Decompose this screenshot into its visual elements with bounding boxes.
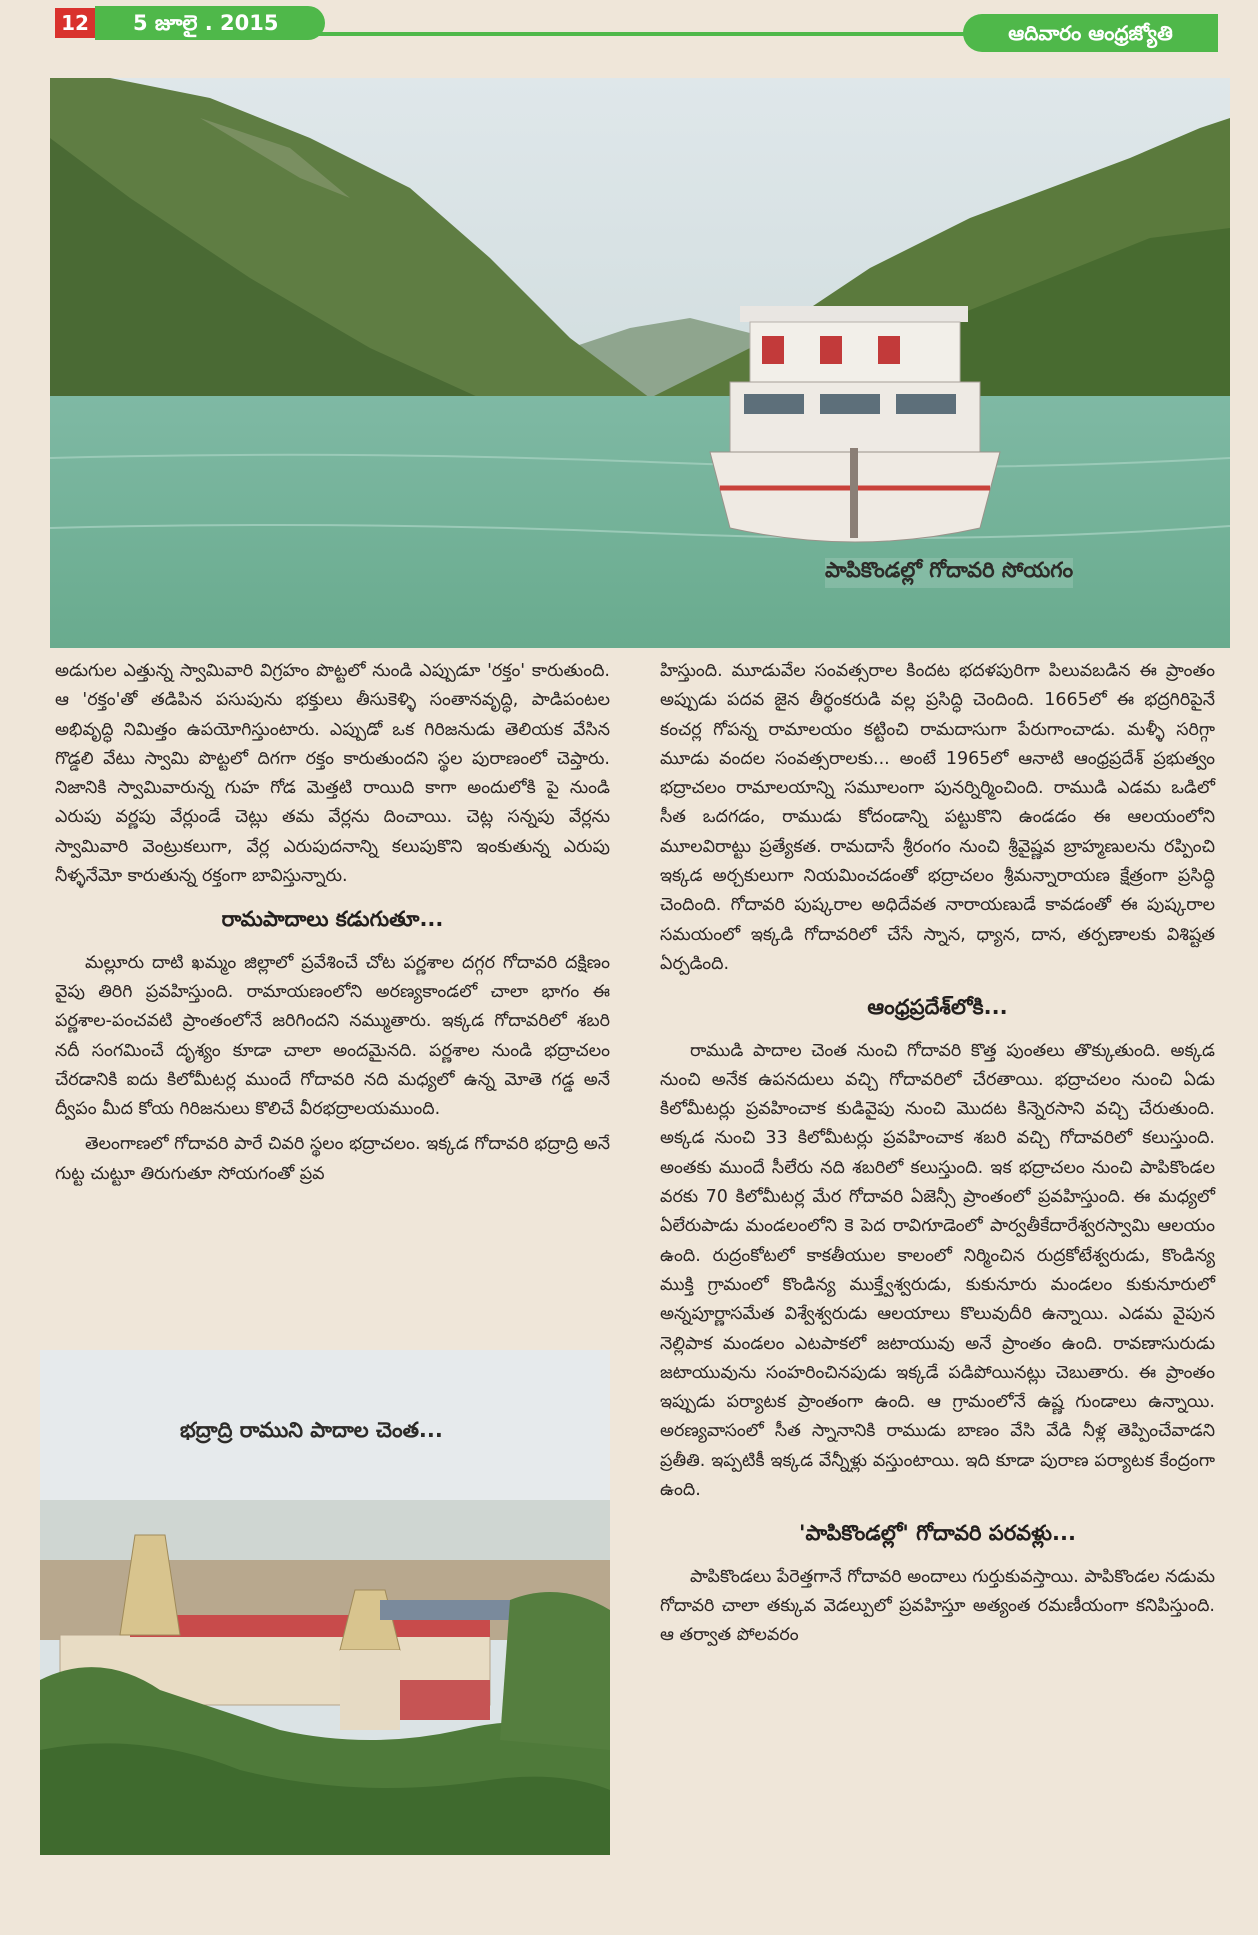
right-column (660, 657, 1215, 1657)
top-photo-caption: పాపికొండల్లో గోదావరి సోయగం (825, 558, 1073, 588)
river-boat-photo (50, 78, 1230, 648)
right-paragraph-1: హిస్తుంది. మూడువేల సంవత్సరాల కిందట భదళపురిగా పిలువబడిన ఈ ప్రాంతం అప్పుడు పదవ జైన తీర్థంకరుడి వల్ల ప్రసిద్ధి చెందింది. 1665లో ఈ భద్రగిరిపైనే కంచర్ల గోపన్న రామాలయం కట్టించి రామదాసుగా పేరుగాంచాడు. మళ్ళీ సరిగ్గా మూడు వందల సంవత్సరాలకు... అంటే 1965లో ఆనాటి ఆంధ్రప్రదేశ్ ప్రభుత్వం భద్రాచలం రామాలయాన్ని సమూలంగా పునర్నిర్మించింది. రాముడి ఎడమ ఒడిలో సీత ఒదగడం, రాముడు కోదండాన్ని పట్టుకొని ఉండడం ఈ ఆలయంలోని మూలవిరాట్టు ప్రత్యేకత. రామదాసే శ్రీరంగం నుంచి శ్రీవైష్ణవ బ్రాహ్మణులను రప్పించి ఇక్కడ అర్చకులుగా నియమించడంతో భద్రాచలం శ్రీమన్నారాయణ క్షేత్రంగా ప్రసిద్ధి చెందింది. గోదావరి పుష్కరాల అధిదేవత నారాయణుడే కావడంతో ఈ పుష్కరాల సమయంలో ఇక్కడి గోదావరిలో చేసే స్నాన, ధ్యాన, దాన, తర్పణాలకు విశిష్టత ఏర్పడింది. (660, 661, 1215, 974)
left-paragraph-2: మల్లూరు దాటి ఖమ్మం జిల్లాలో ప్రవేశించే చోట పర్ణశాల దగ్గర గోదావరి దక్షిణం వైపు తిరిగి ప్రవహిస్తుంది. రామాయణంలోని అరణ్యకాండలో చాలా భాగం ఈ పర్ణశాల-పంచవటి ప్రాంతంలోనే జరిగిందని నమ్ముతారు. ఇక్కడ గోదావరిలో శబరి నదీ సంగమించే దృశ్యం కూడా చాలా అందమైనది. పర్ణశాల నుండి భద్రాచలం చేరడానికి ఐదు కిలోమీటర్ల ముందే గోదావరి నది మధ్యలో ఉన్న మోతె గడ్డ అనే ద్వీపం మీద కోయ గిరిజనులు కొలిచే వీరభద్రాలయముంది. (55, 952, 610, 1120)
issue-date: 5 జూలై . 2015 (95, 6, 325, 40)
publication-name: ఆదివారం ఆంధ్రజ్యోతి (963, 14, 1218, 52)
section-heading-andhra-pradesh: ఆంధ్రప్రదేశ్‌లోకి... (867, 995, 1008, 1020)
left-column (55, 657, 610, 1195)
right-paragraph-2: రాముడి పాదాల చెంత నుంచి గోదావరి కొత్త పుంతలు తొక్కుతుంది. అక్కడ నుంచి అనేక ఉపనదులు వచ్చి గోదావరిలో చేరతాయి. భద్రాచలం నుంచి ఏడు కిలోమీటర్లు ప్రవహించాక కుడివైపు నుంచి మొదట కిన్నెరసాని వచ్చి చేరుతుంది. అక్కడ నుంచి 33 కిలోమీటర్లు ప్రవహించాక శబరి వచ్చి గోదావరిలో కలుస్తుంది. అంతకు ముందే సీలేరు నది శబరిలో కలుస్తుంది. ఇక భద్రాచలం నుంచి పాపికొండల వరకు 70 కిలోమీటర్ల మేర గోదావరి ఏజెన్సీ ప్రాంతంలో ప్రవహిస్తుంది. ఈ మధ్యలో ఏలేరుపాడు మండలంలోని కె పెద రావిగూడెంలో పార్వతీకేదారేశ్వరస్వామి ఆలయం ఉంది. రుద్రంకోటలో కాకతీయుల కాలంలో నిర్మించిన రుద్రకోటేశ్వరుడు, కొండిన్య ముక్తి గ్రామంలో కొండిన్య ముక్త్వేశ్వరుడు, కుకునూరు మండలం కుకునూరులో అన్నపూర్ణాసమేత విశ్వేశ్వరుడు ఆలయాలు కొలువుదీరి ఉన్నాయి. ఎడమ వైపున నెల్లిపాక మండలం ఎటపాకలో జటాయువు అనే ప్రాంతం ఉంది. రావణాసురుడు జటాయువును సంహరించినపుడు ఇక్కడే పడిపోయినట్లు చెబుతారు. ఈ ప్రాంతం ఇప్పుడు పర్యాటక ప్రాంతంగా ఉంది. ఆ గ్రామంలోనే ఉష్ణ గుండాలు ఉన్నాయి. అరణ్యవాసంలో సీత స్నానానికి రాముడు బాణం వేసి వేడి నీళ్ల తెప్పించేవాడని ప్రతీతి. ఇప్పటికీ ఇక్కడ వేన్నీళ్లు వస్తుంటాయి. ఇది కూడా పురాణ పర్యాటక కేంద్రంగా ఉంది. (660, 1040, 1215, 1501)
page-number: 12 (55, 8, 95, 38)
section-heading-papikondalu: 'పాపికొండల్లో' గోదావరి పరవళ్లు... (799, 1521, 1076, 1546)
left-paragraph-3: తెలంగాణలో గోదావరి పారే చివరి స్థలం భద్రాచలం. ఇక్కడ గోదావరి భద్రాద్రి అనే గుట్ట చుట్టూ తిరుగుతూ సోయగంతో ప్రవ (55, 1134, 610, 1184)
left-paragraph-1: అడుగుల ఎత్తున్న స్వామివారి విగ్రహం పొట్టలో నుండి ఎప్పుడూ 'రక్తం' కారుతుంది. ఆ 'రక్తం'తో తడిపిన పసుపును భక్తులు తీసుకెళ్ళి సంతానవృద్ధి, పాడిపంటల అభివృద్ధి నిమిత్తం ఉపయోగిస్తుంటారు. ఎప్పుడో ఒక గిరిజనుడు తెలియక వేసిన గొడ్డలి వేటు స్వామి పొట్టలో దిగగా రక్తం కారుతుందని స్థల పురాణంలో చెప్తారు. నిజానికి స్వామివారున్న గుహ గోడ మెత్తటి రాయిది కాగా అందులోకి పై నుండి ఎరుపు వర్ణపు వేర్లుండే చెట్లు తమ వేర్లను దించాయి. చెట్ల సన్నపు వేర్లను స్వామివారి వెంట్రుకలుగా, వేర్ల ఎరుపుదనాన్ని కలుపుకొని ఇంకుతున్న ఎరుపు నీళ్ళనేమో కారుతున్న రక్తంగా బావిస్తున్నారు. (55, 661, 610, 887)
temple-photo-caption: భద్రాద్రి రాముని పాదాల చెంత... (180, 1418, 443, 1442)
section-heading-rama-padalu: రామపాదాలు కడుగుతూ... (221, 907, 444, 932)
right-paragraph-3: పాపికొండలు పేరెత్తగానే గోదావరి అందాలు గుర్తుకువస్తాయి. పాపికొండల నడుమ గోదావరి చాలా తక్కువ వెడల్పులో ప్రవహిస్తూ అత్యంత రమణీయంగా కనిపిస్తుంది. ఆ తర్వాత పోలవరం (660, 1566, 1215, 1646)
temple-photo (40, 1350, 610, 1855)
